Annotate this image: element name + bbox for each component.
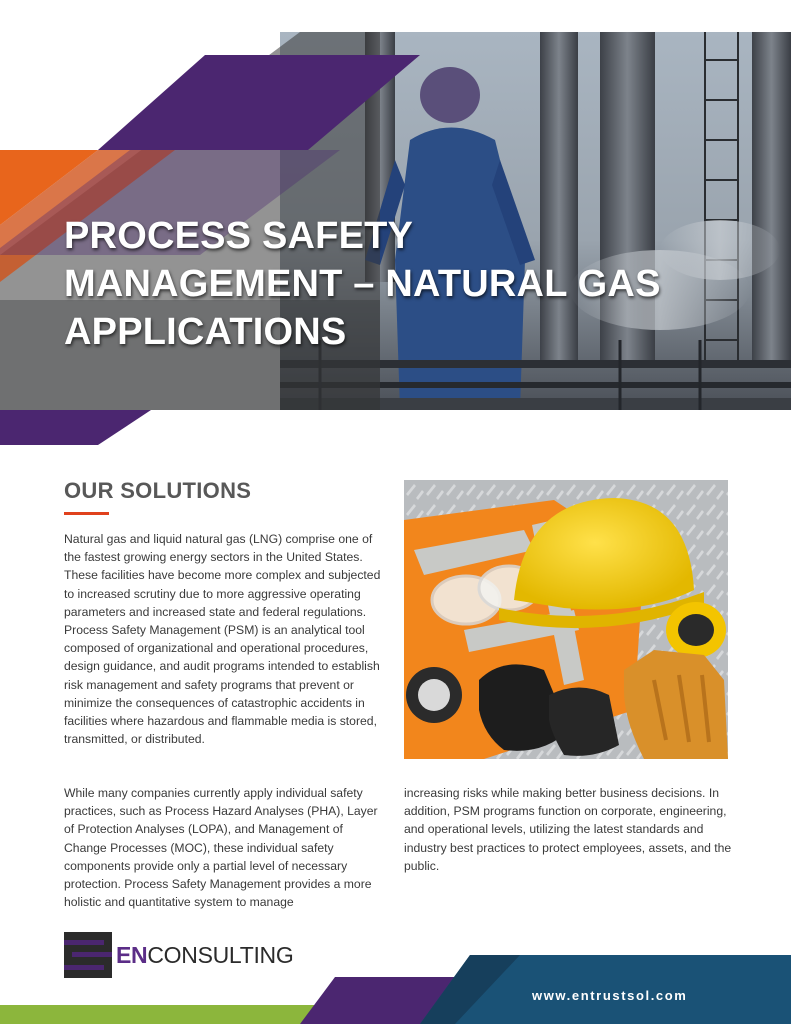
page-title: PROCESS SAFETY MANAGEMENT – NATURAL GAS APPLICATIONS (64, 215, 661, 353)
body-paragraph-right: increasing risks while making better business decisions. In addition, PSM programs function on corporate, engineering, and operational levels, utilizing the latest standards and industry best practices to protect employees, assets, and the public. (404, 786, 732, 873)
intro-paragraph: Natural gas and liquid natural gas (LNG) comprise one of the fastest growing energy sectors in the United States. These facilities have become more complex and subjected to increased scrutiny due to more aggressive operating parameters and increased state and federal regulations. Process Safety Management (PSM) is an analytical tool composed of organizational and operational procedures, design guidance, and audit programs intended to establish risk management and safety programs that prevent or minimize the consequences of catastrophic accidents in facilities where hazardous and flammable media is stored, transmitted, or distributed. (64, 532, 381, 747)
website-url[interactable]: www.entrustsol.com (532, 988, 688, 1003)
heading-accent-rule (64, 512, 109, 515)
hero-banner (0, 0, 791, 445)
safety-gear-photo (404, 480, 728, 759)
body-paragraph-left: While many companies currently apply individual safety practices, such as Process Hazard Analyses (PHA), Layer of Protection Analyses (LOPA), and Management of Change Processes (MOC), these individual safety components provide only a partial level of necessary protection. Process Safety Management provides a more holistic and quantitative system to manage (64, 786, 378, 910)
section-heading: OUR SOLUTIONS (64, 478, 252, 503)
logo-wordmark-suffix: CONSULTING (147, 942, 294, 968)
logo-wordmark-prefix: EN (116, 942, 148, 968)
